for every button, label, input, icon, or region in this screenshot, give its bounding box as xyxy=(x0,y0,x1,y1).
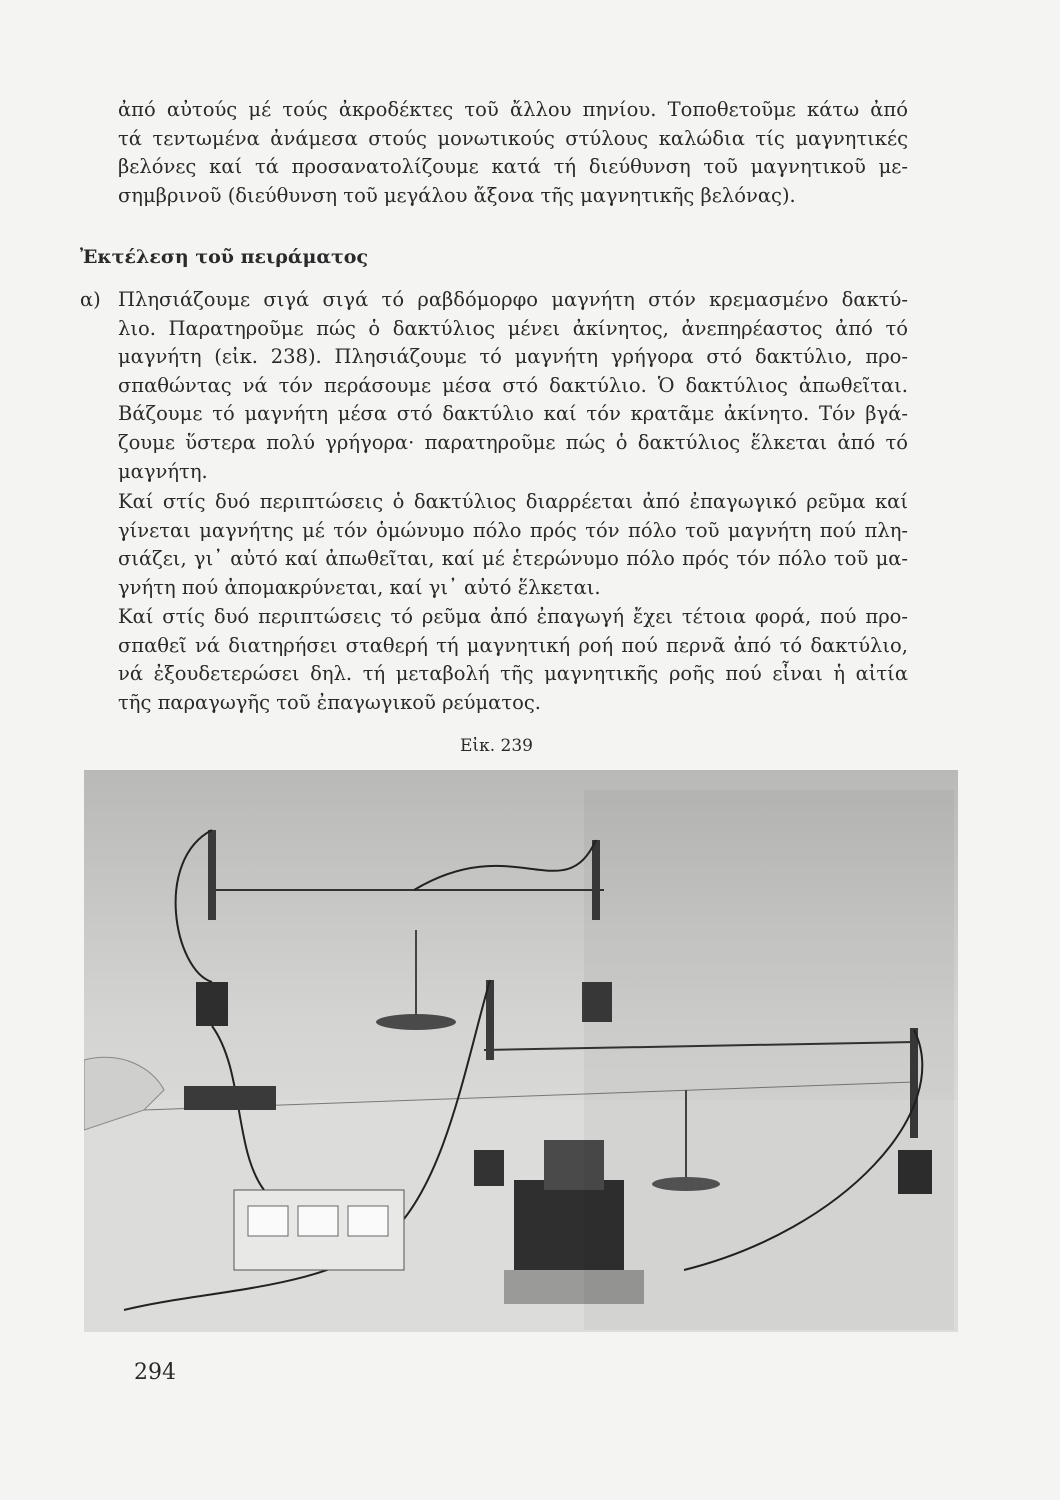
text-line: Βάζουμε τό μαγνήτη μέσα στό δακτύλιο καί τόν κρατᾶμε ἀκίνητο. Τόν βγά- xyxy=(118,402,908,426)
stand-weight xyxy=(474,1150,504,1186)
item-label: α) xyxy=(80,288,101,311)
apparatus-illustration xyxy=(84,770,958,1332)
text-line: λιο. Παρατηροῦμε πώς ὁ δακτύλιος μένει ἀκίνητος, ἀνεπηρέαστος ἀπό τό xyxy=(118,316,908,340)
intro-paragraph xyxy=(118,96,908,210)
text-line: βελόνες καί τά προσανατολίζουμε κατά τή διεύθυνση τοῦ μαγνητικοῦ με- xyxy=(118,155,908,179)
meter-dial xyxy=(298,1206,338,1236)
text-line: σπαθεῖ νά διατηρήσει σταθερή τή μαγνητική ροή πού περνᾶ ἀπό τό δακτύλιο, xyxy=(118,633,908,657)
paragraph-3 xyxy=(118,603,908,717)
experiment-photo xyxy=(84,770,958,1332)
text-line: Πλησιάζουμε σιγά σιγά τό ραβδόμορφο μαγνήτη στόν κρεμασμένο δακτύ- xyxy=(118,288,908,311)
section-heading: Ἐκτέλεση τοῦ πειράματος xyxy=(80,246,369,268)
text-line: τῆς παραγωγῆς τοῦ ἐπαγωγικοῦ ρεύματος. xyxy=(118,690,541,714)
text-line: σιάζει, γι᾿ αὐτό καί ἀπωθεῖται, καί μέ ἑτερώνυμο πόλο πρός τόν πόλο τοῦ μα- xyxy=(118,547,908,571)
meter-dial xyxy=(348,1206,388,1236)
text-line: ζουμε ὕστερα πολύ γρήγορα· παρατηροῦμε πώς ὁ δακτύλιος ἕλκεται ἀπό τό xyxy=(118,430,908,454)
text-line: Καί στίς δυό περιπτώσεις τό ρεῦμα ἀπό ἐπαγωγή ἔχει τέτοια φορά, πού προ- xyxy=(118,605,908,628)
text-line: γίνεται μαγνήτης μέ τόν ὁμώνυμο πόλο πρός τόν πόλο τοῦ μαγνήτη πού πλη- xyxy=(118,518,908,542)
text-line: γνήτη πού ἀπομακρύνεται, καί γι᾿ αὐτό ἕλκεται. xyxy=(118,575,601,599)
stand-weight xyxy=(196,982,228,1026)
text-line: σημβρινοῦ (διεύθυνση τοῦ μεγάλου ἄξονα τῆς μαγνητικῆς βελόνας). xyxy=(118,183,796,207)
text-line: ἀπό αὐτούς μέ τούς ἀκροδέκτες τοῦ ἄλλου πηνίου. Τοποθετοῦμε κάτω ἀπό xyxy=(118,98,908,121)
needle-stand-base xyxy=(376,1014,456,1030)
figure-caption: Εἰκ. 239 xyxy=(460,736,533,756)
text-line: σπαθώντας νά τόν περάσουμε μέσα στό δακτύλιο. Ὁ δακτύλιος ἀπωθεῖται. xyxy=(118,373,908,397)
item-a-paragraph xyxy=(118,286,908,486)
bleed-through xyxy=(584,790,954,1330)
page-number: 294 xyxy=(134,1360,176,1385)
insulating-post xyxy=(208,830,216,920)
paragraph-2 xyxy=(118,488,908,602)
text-line: νά ἐξουδετερώσει δηλ. τή μεταβολή τῆς μαγνητικῆς ροῆς πού εἶναι ἡ αἰτία xyxy=(118,662,908,686)
switch-board xyxy=(184,1086,276,1110)
text-line: τά τεντωμένα ἀνάμεσα στούς μονωτικούς στύλους καλώδια τίς μαγνητικές xyxy=(118,126,908,150)
text-line: Καί στίς δυό περιπτώσεις ὁ δακτύλιος διαρρέεται ἀπό ἐπαγωγικό ρεῦμα καί xyxy=(118,490,908,513)
text-line: μαγνήτη (εἰκ. 238). Πλησιάζουμε τό μαγνήτη γρήγορα στό δακτύλιο, προ- xyxy=(118,345,908,369)
meter-dial xyxy=(248,1206,288,1236)
text-line: μαγνήτη. xyxy=(118,459,208,483)
